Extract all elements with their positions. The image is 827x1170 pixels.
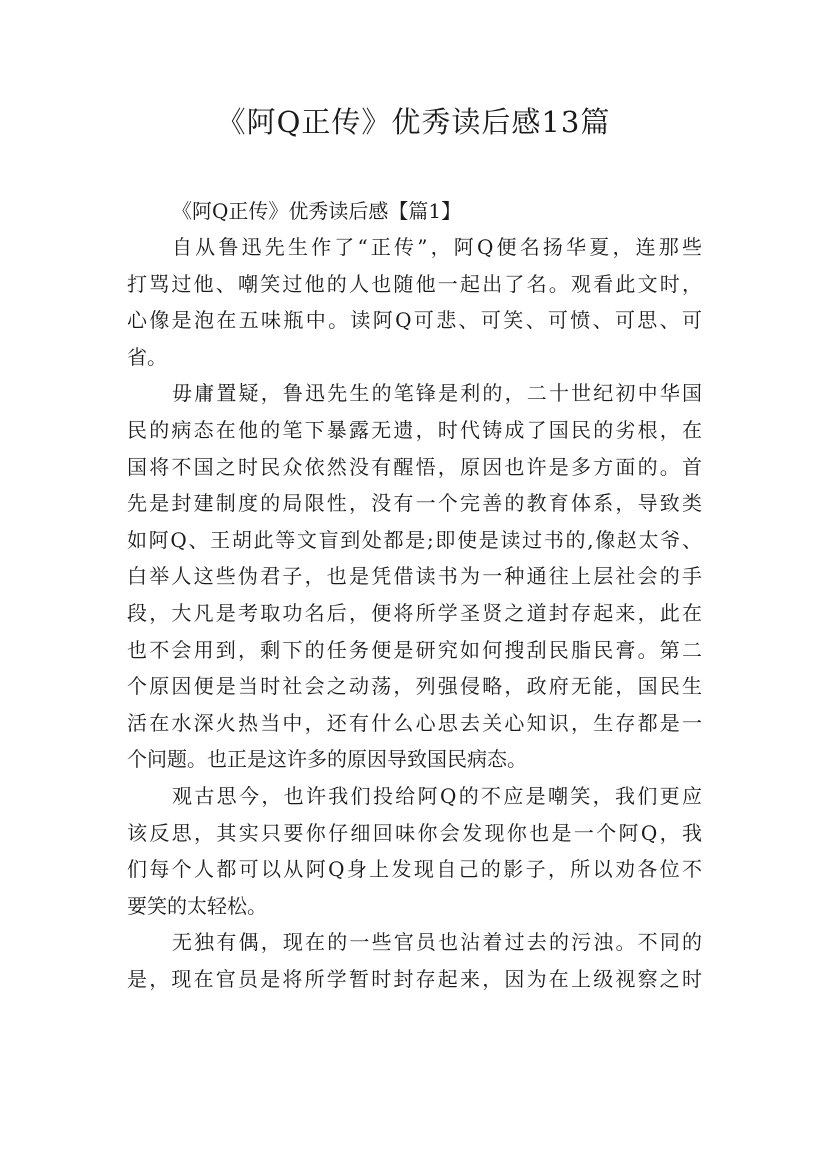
text-line: 自从鲁迅先生作了“正传”，阿Q便名扬华夏，连那些 (172, 235, 702, 259)
text-line: 无独有偶，现在的一些官员也沾着过去的污浊。不同的 (172, 930, 702, 955)
document-body (127, 193, 702, 997)
section-heading: 《阿Q正传》优秀读后感【篇1】 (172, 199, 462, 223)
text-line: 观古思今，也许我们投给阿Q的不应是嘲笑，我们更应 (172, 783, 702, 808)
paragraph-3 (127, 778, 702, 924)
text-line: 先是封建制度的局限性，没有一个完善的教育体系，导致类 (127, 491, 702, 516)
text-line: 心像是泡在五味瓶中。读阿Q可悲、可笑、可愤、可思、可 (127, 308, 702, 333)
text-line: 如阿Q、王胡此等文盲到处都是;即使是读过书的,像赵太爷、 (127, 527, 702, 552)
text-line: 活在水深火热当中，还有什么心思去关心知识，生存都是一 (127, 710, 702, 735)
paragraph-2 (127, 375, 702, 778)
text-line: 也不会用到，剩下的任务便是研究如何搜刮民脂民膏。第二 (127, 637, 702, 662)
document-title: 《阿Q正传》优秀读后感13篇 (216, 105, 611, 139)
text-line: 白举人这些伪君子，也是凭借读书为一种通往上层社会的手 (127, 564, 702, 589)
text-line: 该反思，其实只要你仔细回味你会发现你也是一个阿Q，我 (127, 820, 702, 845)
text-line: 要笑的太轻松。 (127, 893, 267, 918)
text-line: 打骂过他、嘲笑过他的人也随他一起出了名。观看此文时， (127, 271, 702, 296)
text-line: 是，现在官员是将所学暂时封存起来，因为在上级视察之时 (127, 966, 702, 991)
text-line: 们每个人都可以从阿Q身上发现自己的影子，所以劝各位不 (127, 857, 702, 882)
text-line: 省。 (127, 344, 167, 369)
paragraph-4 (127, 924, 702, 997)
text-line: 个原因便是当时社会之动荡，列强侵略，政府无能，国民生 (127, 674, 702, 699)
text-line: 国将不国之时民众依然没有醒悟，原因也许是多方面的。首 (127, 454, 702, 479)
text-line: 毋庸置疑，鲁迅先生的笔锋是利的，二十世纪初中华国 (172, 381, 702, 406)
paragraph-1 (127, 229, 702, 375)
text-line: 民的病态在他的笔下暴露无遗，时代铸成了国民的劣根，在 (127, 417, 702, 442)
text-line: 段，大凡是考取功名后，便将所学圣贤之道封存起来，此在 (127, 600, 702, 625)
text-line: 个问题。也正是这许多的原因导致国民病态。 (127, 747, 527, 772)
